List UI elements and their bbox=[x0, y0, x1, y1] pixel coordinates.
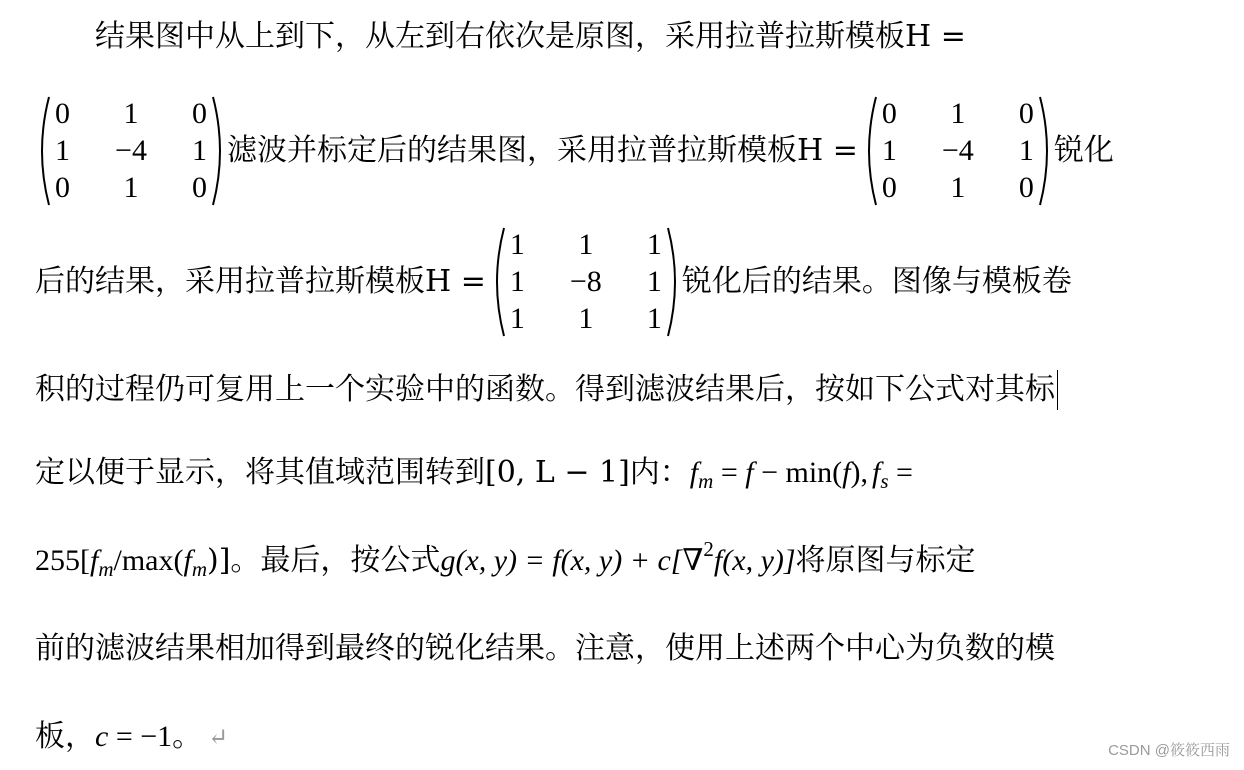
matrix-cell: 1 bbox=[646, 227, 662, 261]
line-4-text: 积的过程仍可复用上一个实验中的函数。得到滤波结果后，按如下公式对其标 bbox=[35, 372, 1055, 407]
matrix-cell: 1 bbox=[578, 227, 594, 261]
line-7-text: 前的滤波结果相加得到最终的锐化结果。注意，使用上述两个中心为负数的模 bbox=[35, 631, 1055, 666]
right-paren-icon bbox=[1038, 95, 1052, 207]
matrix-cell: 1 bbox=[509, 227, 525, 261]
math-op: /max( bbox=[113, 544, 184, 577]
line-8-end: 。 bbox=[172, 719, 203, 754]
laplacian-matrix-3 bbox=[492, 226, 680, 338]
matrix-cell: 0 bbox=[55, 171, 70, 205]
matrix-cell: 1 bbox=[55, 133, 70, 167]
text-line-3 bbox=[35, 226, 1072, 338]
math-subscript: m bbox=[698, 468, 714, 493]
left-paren-icon bbox=[37, 95, 51, 207]
right-paren-icon bbox=[211, 95, 225, 207]
matrix-cell: −4 bbox=[115, 133, 147, 167]
matrix-cell: 1 bbox=[509, 264, 525, 298]
math-op: = bbox=[713, 456, 746, 489]
text-line-7 bbox=[35, 631, 1055, 666]
matrix-cell: 1 bbox=[123, 171, 139, 205]
text-line-4 bbox=[35, 370, 1058, 410]
text-line-5 bbox=[35, 455, 913, 493]
math-subscript: m bbox=[98, 556, 114, 581]
matrix-cell: −4 bbox=[941, 133, 974, 167]
math-op: ), bbox=[850, 456, 869, 489]
math-subscript: s bbox=[880, 468, 889, 493]
math-op: − min( bbox=[753, 456, 843, 489]
text-line-2 bbox=[35, 95, 1114, 207]
line-8-text: 板， bbox=[35, 719, 95, 754]
math-var: f bbox=[872, 456, 881, 489]
matrix-cell: 0 bbox=[191, 171, 207, 205]
math-var: c bbox=[95, 720, 109, 753]
matrix-cell: 1 bbox=[509, 302, 525, 336]
math-var: f bbox=[689, 456, 699, 489]
text-line-1 bbox=[95, 19, 966, 54]
right-paren-icon bbox=[666, 226, 680, 338]
matrix-cell: 0 bbox=[881, 171, 897, 205]
laplacian-matrix-1 bbox=[37, 95, 225, 207]
line-6-text: )]。最后，按公式 bbox=[207, 543, 441, 578]
matrix-cell: 1 bbox=[646, 302, 662, 336]
text-line-8 bbox=[35, 719, 229, 754]
laplacian-matrix-2 bbox=[864, 95, 1052, 207]
matrix-cell: 0 bbox=[191, 96, 207, 130]
matrix-1-grid bbox=[51, 95, 211, 207]
paragraph-return-icon: ↵ bbox=[208, 723, 229, 751]
math-op: = bbox=[888, 456, 913, 489]
matrix-cell: 0 bbox=[881, 96, 897, 130]
matrix-cell: 0 bbox=[55, 96, 70, 130]
math-var: f bbox=[90, 544, 99, 577]
matrix-cell: −8 bbox=[569, 264, 602, 298]
matrix-cell: 1 bbox=[578, 302, 594, 336]
line-2-text-b: 锐化 bbox=[1053, 133, 1114, 168]
line-6-end: 将原图与标定 bbox=[795, 543, 976, 578]
watermark: CSDN @筱筱西雨 bbox=[1108, 742, 1230, 759]
sharpen-formula: g(x, y) = f(x, y) + c[∇ bbox=[440, 544, 704, 577]
line-5-text: 定以便于显示，将其值域范围转到[0, L − 1]内： bbox=[35, 455, 690, 490]
math-superscript: 2 bbox=[703, 536, 714, 561]
matrix-cell: 0 bbox=[1018, 96, 1034, 130]
math-op: = −1 bbox=[108, 720, 173, 753]
math-var: f bbox=[745, 456, 754, 489]
line-3-text-a: 后的结果，采用拉普拉斯模板H = bbox=[35, 264, 486, 299]
math-var: f bbox=[183, 544, 192, 577]
line-2-text-a: 滤波并标定后的结果图，采用拉普拉斯模板H = bbox=[227, 133, 858, 168]
line-3-text-b: 锐化后的结果。图像与模板卷 bbox=[681, 264, 1072, 299]
math-subscript: m bbox=[191, 556, 208, 581]
matrix-cell: 0 bbox=[1018, 171, 1034, 205]
matrix-cell: 1 bbox=[191, 133, 207, 167]
matrix-cell: 1 bbox=[950, 171, 966, 205]
matrix-cell: 1 bbox=[123, 96, 139, 130]
matrix-cell: 1 bbox=[1018, 133, 1034, 167]
left-paren-icon bbox=[864, 95, 878, 207]
math-var: f bbox=[842, 456, 851, 489]
left-paren-icon bbox=[492, 226, 506, 338]
matrix-3-grid bbox=[506, 226, 666, 338]
math-text: 255[ bbox=[35, 544, 90, 577]
sharpen-formula-tail: f(x, y)] bbox=[713, 544, 796, 577]
matrix-cell: 1 bbox=[646, 264, 662, 298]
line-1-text: 结果图中从上到下，从左到右依次是原图，采用拉普拉斯模板H = bbox=[95, 19, 966, 54]
matrix-cell: 1 bbox=[950, 96, 966, 130]
matrix-cell: 1 bbox=[881, 133, 897, 167]
text-cursor[interactable] bbox=[1057, 370, 1058, 410]
matrix-2-grid bbox=[878, 95, 1038, 207]
text-line-6 bbox=[35, 536, 976, 581]
